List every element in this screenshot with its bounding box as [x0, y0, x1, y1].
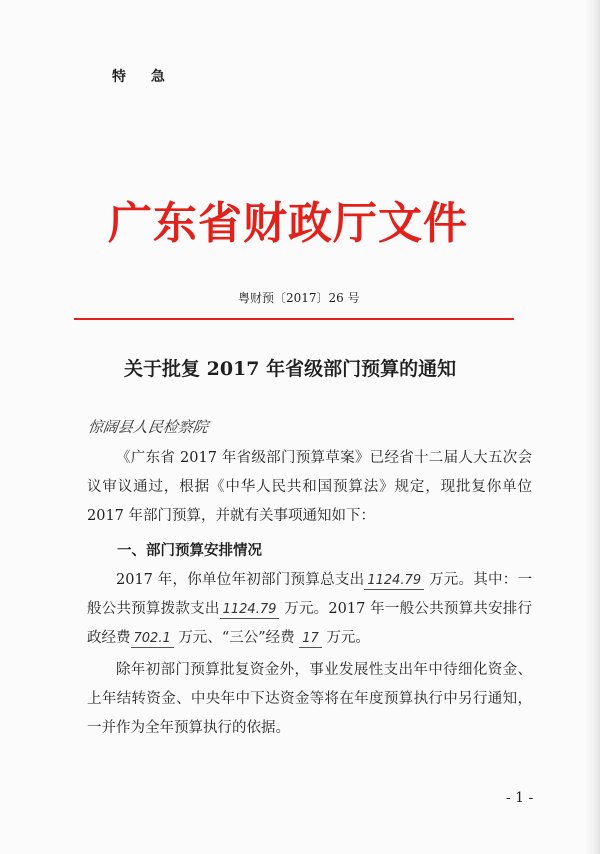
- paragraph-text: 除年初部门预算批复资金外，事业发展性支出年中待细化资金、上年结转资金、中央年中下达资金等将在年度预算执行中另行通知，一并作为全年预算执行的依据。: [87, 662, 532, 736]
- paragraph-text: 《广东省 2017 年省级部门预算草案》已经省十二届人大五次会议审议通过，根据《中华人民共和国预算法》规定，现批复你单位 2017 年部门预算，并就有关事项通知如下：: [87, 450, 532, 524]
- red-divider-line: [74, 318, 514, 320]
- document-number: 粤财预〔2017〕26 号: [238, 291, 360, 305]
- issuer-title: 广东省财政厅文件: [108, 198, 468, 249]
- handwritten-three-public-funds: 17: [299, 631, 322, 648]
- paragraph-text: 万元。: [321, 630, 370, 646]
- addressee-handwritten: 惊阔县人民检察院: [86, 418, 210, 436]
- paragraph-text: 万元。2017 年一般公共预算共安排行政经费: [87, 601, 532, 646]
- section-heading-1: 一、部门预算安排情况: [117, 542, 262, 559]
- paragraph-text: 万元、“三公”经费: [173, 630, 300, 646]
- body-paragraph-3: [87, 656, 532, 743]
- paragraph-text: 2017 年，你单位年初部门预算总支出: [116, 572, 365, 588]
- page-number: - 1 -: [506, 790, 534, 806]
- notice-title: 关于批复 2017 年省级部门预算的通知: [124, 358, 457, 380]
- handwritten-general-appropriation: 1124.79: [220, 602, 280, 619]
- paragraph-text: 万元。其中：一般公共预算拨款支出: [87, 572, 533, 617]
- urgency-mark: 特 急: [112, 69, 175, 85]
- handwritten-total-expenditure: 1124.79: [364, 573, 424, 590]
- handwritten-admin-funds: 702.1: [131, 631, 174, 648]
- body-paragraph-1: [87, 444, 532, 531]
- page-edge-shadow: [584, 0, 600, 854]
- body-paragraph-2: [87, 566, 532, 653]
